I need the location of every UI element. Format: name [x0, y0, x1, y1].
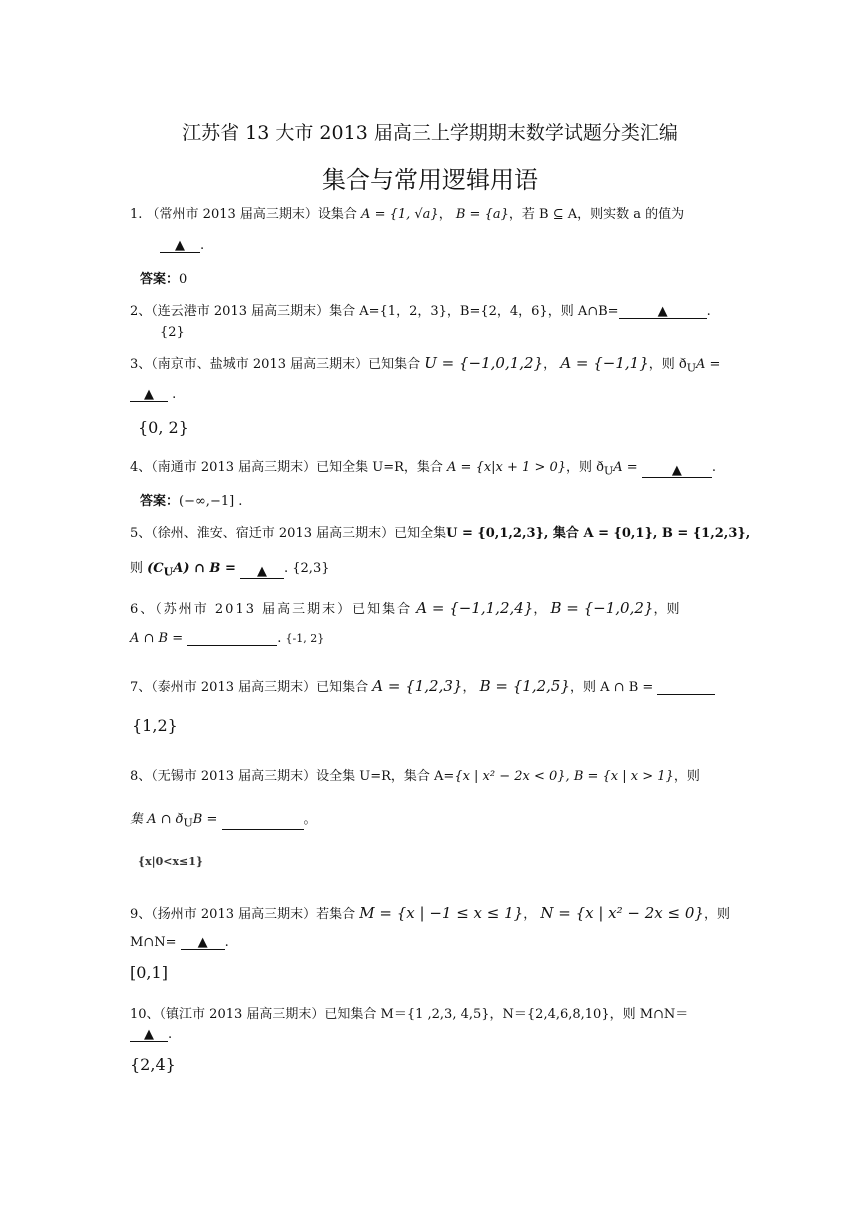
q9-set-m: M = {x | −1 ≤ x ≤ 1} — [359, 904, 524, 922]
question-10 — [130, 1003, 730, 1022]
blank-marker-icon: ▲ — [657, 304, 668, 319]
q1-number: 1. — [130, 207, 143, 222]
q3-set-a: A = {−1,1} — [560, 354, 649, 372]
q10-blank — [130, 1027, 168, 1042]
blank-marker-icon: ▲ — [175, 238, 185, 253]
q8-blank — [222, 815, 304, 830]
q7-blank — [657, 680, 715, 695]
q2-text: 2、（连云港市 2013 届高三期末）集合 A={1，2，3}，B={2，4，6}，则 A∩B= — [130, 304, 619, 319]
question-5 — [130, 522, 751, 541]
q6-set-a: A = {−1,1,2,4} — [416, 599, 534, 617]
blank-marker-icon: ▲ — [144, 387, 154, 402]
question-3: 3、（南京市、盐城市 2013 届高三期末）已知集合 U = {−1,0,1,2}， A = {−1,1}，则 $ð_UA$ = — [130, 354, 721, 375]
q8-text: 8、（无锡市 2013 届高三期末）设全集 U=R，集合 A= — [130, 769, 455, 784]
q4-answer: 答案：(−∞,−1] . — [140, 494, 243, 509]
blank-marker-icon: ▲ — [197, 935, 208, 950]
q5-text: 5、（徐州、淮安、宿迁市 2013 届高三期末）已知全集 — [130, 526, 447, 541]
q8-line2: 集 A ∩ $ð_UB$ = 。 — [130, 812, 317, 830]
q2-answer: {2} — [160, 325, 185, 340]
q8-sets: {x | x² − 2x < 0}, B = {x | x > 1} — [454, 769, 674, 784]
q1-set-b: B = {a} — [455, 207, 509, 222]
question-8: 8、（无锡市 2013 届高三期末）设全集 U=R，集合 A={x | x² − 2x < 0}, B = {x | x > 1}，则 — [130, 769, 700, 784]
q7-text: 7、（泰州市 2013 届高三期末）已知集合 — [130, 680, 369, 695]
q9-line2: M∩N= ▲ . — [130, 935, 229, 950]
q6-answer: {-1, 2} — [285, 632, 325, 645]
q4-text: 4、（南通市 2013 届高三期末）已知全集 U=R，集合 — [130, 460, 443, 475]
q1-blank-line: ▲ . — [160, 238, 760, 253]
q3-set-u: U = {−1,0,1,2} — [424, 354, 544, 372]
q8-answer: {x|0<x≤1} — [138, 855, 204, 868]
question-9: 9、（扬州市 2013 届高三期末）若集合 M = {x | −1 ≤ x ≤ 1}， N = {x | x² − 2x ≤ 0}，则 — [130, 904, 730, 922]
q7-set-b: B = {1,2,5} — [479, 677, 571, 695]
q2-blank — [619, 304, 707, 319]
q5-line2: 则 $(C_UA)$ ∩ B = ▲ . {2,3} — [130, 561, 330, 579]
question-2: 2、（连云港市 2013 届高三期末）集合 A={1，2，3}，B={2，4，6}，则 A∩B= ▲ . — [130, 304, 711, 319]
q5-answer: {2,3} — [292, 561, 330, 576]
q6-line2: A ∩ B = . {-1, 2} — [130, 631, 325, 646]
q3-answer: {0, 2} — [138, 418, 189, 437]
q5-blank — [240, 564, 284, 579]
document-title: 江苏省 13 大市 2013 届高三上学期期末数学试题分类汇编 — [182, 122, 678, 144]
q10-answer: {2,4} — [130, 1055, 176, 1074]
blank-marker-icon: ▲ — [256, 563, 267, 579]
q3-blank-line: ▲ . — [130, 387, 730, 402]
q1-condition: ，若 B ⊆ A，则实数 a 的值为 — [508, 207, 685, 222]
q1-source: （常州市 2013 届高三期末）设集合 — [146, 207, 357, 222]
q9-text: 9、（扬州市 2013 届高三期末）若集合 — [130, 907, 356, 922]
question-6: 6、（苏州市 2013 届高三期末）已知集合 A = {−1,1,2,4}， B = {−1,0,2}，则 — [130, 599, 680, 617]
question-1: 1. （常州市 2013 届高三期末）设集合 A = {1, √a}， B = {a}，若 B ⊆ A，则实数 a 的值为 — [130, 207, 685, 222]
q6-text: 6、（苏州市 2013 届高三期末）已知集合 — [130, 602, 413, 617]
q4-blank — [642, 463, 712, 478]
q1-set-a: A = {1, √a} — [361, 207, 439, 222]
question-4: 4、（南通市 2013 届高三期末）已知全集 U=R，集合 A = {x|x + 1 > 0}，则 $ð_UA$ = ▲ . — [130, 460, 716, 478]
q5-sets: U = {0,1,2,3}, 集合 A = {0,1}, B = {1,2,3}, — [446, 526, 751, 541]
q6-blank — [187, 631, 277, 646]
q10-text: 10、（镇江市 2013 届高三期末）已知集合 M＝{1 ,2,3, 4,5}，N＝{2,4,6,8,10}，则 M∩N＝ — [130, 1007, 689, 1022]
q9-answer: [0,1] — [130, 963, 168, 982]
q1-answer: 答案：0 — [140, 272, 188, 287]
q4-set-a: A = {x|x + 1 > 0} — [447, 460, 567, 475]
q3-text: 3、（南京市、盐城市 2013 届高三期末）已知集合 — [130, 357, 421, 372]
section-title: 集合与常用逻辑用语 — [322, 166, 538, 194]
q1-blank — [160, 238, 200, 253]
question-7: 7、（泰州市 2013 届高三期末）已知集合 A = {1,2,3}， B = {1,2,5}，则 A ∩ B = — [130, 676, 730, 695]
blank-marker-icon: ▲ — [144, 1027, 154, 1042]
blank-marker-icon: ▲ — [671, 462, 682, 478]
q10-line2: ▲ . — [130, 1027, 730, 1042]
q7-set-a: A = {1,2,3} — [372, 677, 463, 695]
q9-set-n: N = {x | x² − 2x ≤ 0} — [540, 904, 704, 922]
q3-blank — [130, 387, 168, 402]
q7-answer: {1,2} — [132, 716, 178, 735]
q6-set-b: B = {−1,0,2} — [550, 599, 654, 617]
q9-blank — [181, 935, 225, 950]
